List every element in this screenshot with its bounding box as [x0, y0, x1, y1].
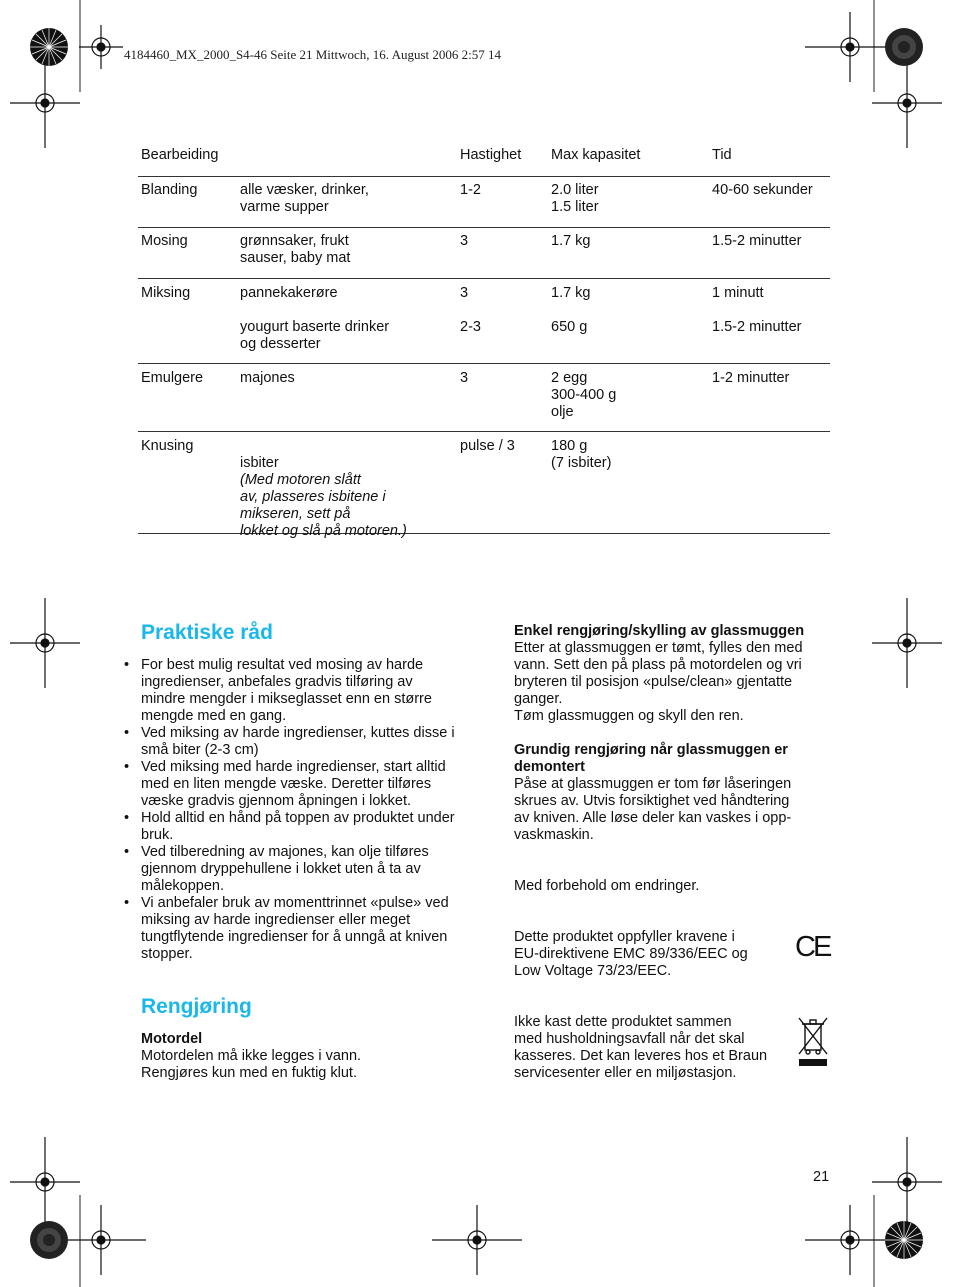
ce-notice: Dette produktet oppfyller kravene i EU-direktivene EMC 89/336/EEC og Low Voltage 73/23/EEC.	[514, 929, 748, 979]
list-item: • Ved miksing med harde ingredienser, start alltid med en liten mengde væske. Deretter tilføres væske gradvis gjennom åpningen i lokket.	[124, 759, 446, 809]
row-items: majones	[240, 370, 295, 386]
row-speed: 1-2	[460, 182, 481, 198]
row-items-cell	[240, 438, 407, 557]
row-process: Knusing	[141, 438, 194, 454]
row-items: isbiter	[240, 455, 279, 471]
cleaning-title: Rengjøring	[141, 995, 252, 1018]
list-item: • For best mulig resultat ved mosing av harde ingredienser, anbefales gradvis tilføring av mindre mengder i mikseglasset enn en større mengde med en gang.	[124, 657, 432, 724]
row-speed: pulse / 3	[460, 438, 515, 454]
reserve-notice: Med forbehold om endringer.	[514, 878, 700, 894]
row-time: 1-2 minutter	[712, 370, 790, 386]
simple-clean-heading: Enkel rengjøring/skylling av glassmuggen	[514, 623, 805, 639]
row-speed-secondary: 2-3	[460, 319, 481, 335]
row-capacity: 180 g (7 isbiter)	[551, 438, 612, 471]
row-capacity: 2.0 liter 1.5 liter	[551, 182, 599, 215]
table-header	[138, 142, 830, 177]
page-number: 21	[813, 1169, 830, 1185]
list-item-text: Ved miksing av harde ingredienser, kuttes disse i små biter (2-3 cm)	[141, 725, 455, 758]
row-process: Miksing	[141, 285, 191, 301]
list-item-text: Ved miksing med harde ingredienser, start alltid med en liten mengde væske. Deretter tilføres væske gradvis gjennom åpningen i lokket.	[141, 759, 446, 809]
row-speed: 3	[460, 285, 469, 301]
list-item: • Ved tilberedning av majones, kan olje tilføres gjennom dryppehullene i lokket uten å ta av målekoppen.	[124, 844, 429, 894]
list-item: • Hold alltid en hånd på toppen av produktet under bruk.	[124, 810, 455, 843]
row-time-secondary: 1.5-2 minutter	[712, 319, 802, 335]
list-item-text: Ved tilberedning av majones, kan olje tilføres gjennom dryppehullene i lokket uten å ta av målekoppen.	[141, 844, 429, 894]
row-capacity-secondary: 650 g	[551, 319, 588, 335]
row-time: 1 minutt	[712, 285, 764, 301]
col-header-capacity: Max kapasitet	[551, 147, 641, 163]
col-header-speed: Hastighet	[460, 147, 522, 163]
row-capacity: 1.7 kg	[551, 285, 591, 301]
motor-heading: Motordel	[141, 1031, 203, 1047]
weee-notice: Ikke kast dette produktet sammen med husholdningsavfall når det skal kasseres. Det kan leveres hos et Braun servicesenter eller en miljøstasjon.	[514, 1014, 768, 1081]
row-process: Emulgere	[141, 370, 204, 386]
advice-list	[124, 657, 459, 963]
table-row	[138, 177, 830, 228]
row-items-secondary: yougurt baserte drinker og desserter	[240, 319, 390, 352]
list-item-text: Vi anbefaler bruk av momenttrinnet «pulse» ved miksing av harde ingredienser eller meget tungtflytende ingredienser for å unngå at kniven stopper.	[141, 895, 449, 962]
weee-bin-icon	[795, 1016, 831, 1068]
row-note: (Med motoren slått av, plasseres isbitene i mikseren, sett på lokket og slå på motoren.)	[240, 472, 407, 539]
list-item-text: Hold alltid en hånd på toppen av produktet under bruk.	[141, 810, 455, 843]
table-row	[138, 279, 830, 364]
row-speed: 3	[460, 370, 469, 386]
thorough-clean-text: Påse at glassmuggen er tom før låseringen skrues av. Utvis forsiktighet ved håndtering av kniven. Alle løse deler kan vaskes i opp- vaskmaskin.	[514, 776, 792, 843]
row-capacity: 1.7 kg	[551, 233, 591, 249]
ce-mark-icon: CE	[795, 931, 830, 963]
col-header-process: Bearbeiding	[141, 147, 219, 163]
table-row	[138, 364, 830, 432]
settings-table	[138, 142, 830, 539]
row-speed: 3	[460, 233, 469, 249]
row-time: 40-60 sekunder	[712, 182, 813, 198]
row-process: Blanding	[141, 182, 198, 198]
table-row	[138, 432, 830, 539]
simple-clean-text: Etter at glassmuggen er tømt, fylles den med vann. Sett den på plass på motordelen og vri bryteren til posisjon «pulse/clean» gjentatte ganger. Tøm glassmuggen og skyll den ren.	[514, 640, 803, 724]
motor-text: Motordelen må ikke legges i vann. Rengjøres kun med en fuktig klut.	[141, 1048, 362, 1081]
row-items: grønnsaker, frukt sauser, baby mat	[240, 233, 351, 266]
list-item-text: For best mulig resultat ved mosing av harde ingredienser, anbefales gradvis tilføring av mindre mengder i mikseglasset enn en større mengde med en gang.	[141, 657, 432, 724]
row-items: pannekakerøre	[240, 285, 338, 301]
advice-title: Praktiske råd	[141, 621, 273, 644]
list-item: • Vi anbefaler bruk av momenttrinnet «pulse» ved miksing av harde ingredienser eller meget tungtflytende ingredienser for å unngå at kniven stopper.	[124, 895, 449, 962]
row-items: alle væsker, drinker, varme supper	[240, 182, 369, 215]
row-time: 1.5-2 minutter	[712, 233, 802, 249]
print-slug: 4184460_MX_2000_S4-46 Seite 21 Mittwoch, 16. August 2006 2:57 14	[124, 47, 502, 62]
col-header-time: Tid	[712, 147, 732, 163]
row-capacity: 2 egg 300-400 g olje	[551, 370, 617, 420]
row-process: Mosing	[141, 233, 188, 249]
table-row	[138, 228, 830, 279]
list-item: • Ved miksing av harde ingredienser, kuttes disse i små biter (2-3 cm)	[124, 725, 455, 758]
thorough-clean-heading: Grundig rengjøring når glassmuggen er demontert	[514, 742, 788, 775]
